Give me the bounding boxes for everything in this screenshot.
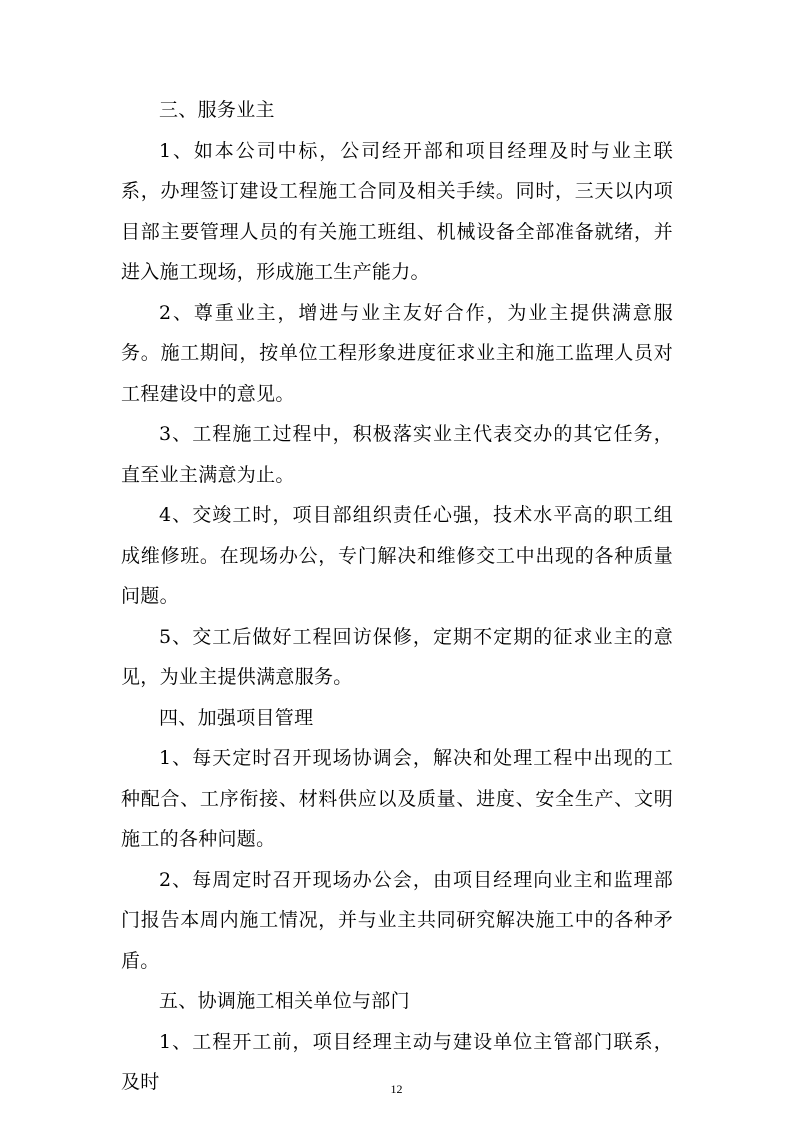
paragraph-project-management-2: 2、每周定时召开现场办公会，由项目经理向业主和监理部门报告本周内施工情况，并与业主共同研究解决施工中的各种矛盾。 (121, 868, 673, 972)
section-heading-serve-owner: 三、服务业主 (159, 99, 275, 121)
paragraph-serve-owner-3: 3、工程施工过程中，积极落实业主代表交办的其它任务，直至业主满意为止。 (121, 423, 673, 486)
section-heading-coordination: 五、协调施工相关单位与部门 (159, 990, 410, 1012)
paragraph-project-management-1: 1、每天定时召开现场协调会，解决和处理工程中出现的工种配合、工序衔接、材料供应以及质量、进度、安全生产、文明施工的各种问题。 (121, 747, 673, 850)
paragraph-serve-owner-5: 5、交工后做好工程回访保修，定期不定期的征求业主的意见，为业主提供满意服务。 (121, 625, 673, 688)
document-body (121, 90, 673, 1103)
paragraph-coordination-1: 1、工程开工前，项目经理主动与建设单位主管部门联系，及时 (121, 1030, 673, 1093)
paragraph-serve-owner-4: 4、交竣工时，项目部组织责任心强，技术水平高的职工组成维修班。在现场办公，专门解决和维修交工中出现的各种质量问题。 (121, 504, 673, 607)
section-heading-project-management: 四、加强项目管理 (159, 706, 314, 729)
paragraph-serve-owner-2: 2、尊重业主，增进与业主友好合作，为业主提供满意服务。施工期间，按单位工程形象进度征求业主和施工监理人员对工程建设中的意见。 (121, 301, 673, 405)
paragraph-serve-owner-1: 1、如本公司中标，公司经开部和项目经理及时与业主联系，办理签订建设工程施工合同及相关手续。同时，三天以内项目部主要管理人员的有关施工班组、机械设备全部准备就绪，并进入施工现场，形成施工生产能力。 (121, 139, 673, 283)
page-number: 12 (390, 1082, 403, 1096)
